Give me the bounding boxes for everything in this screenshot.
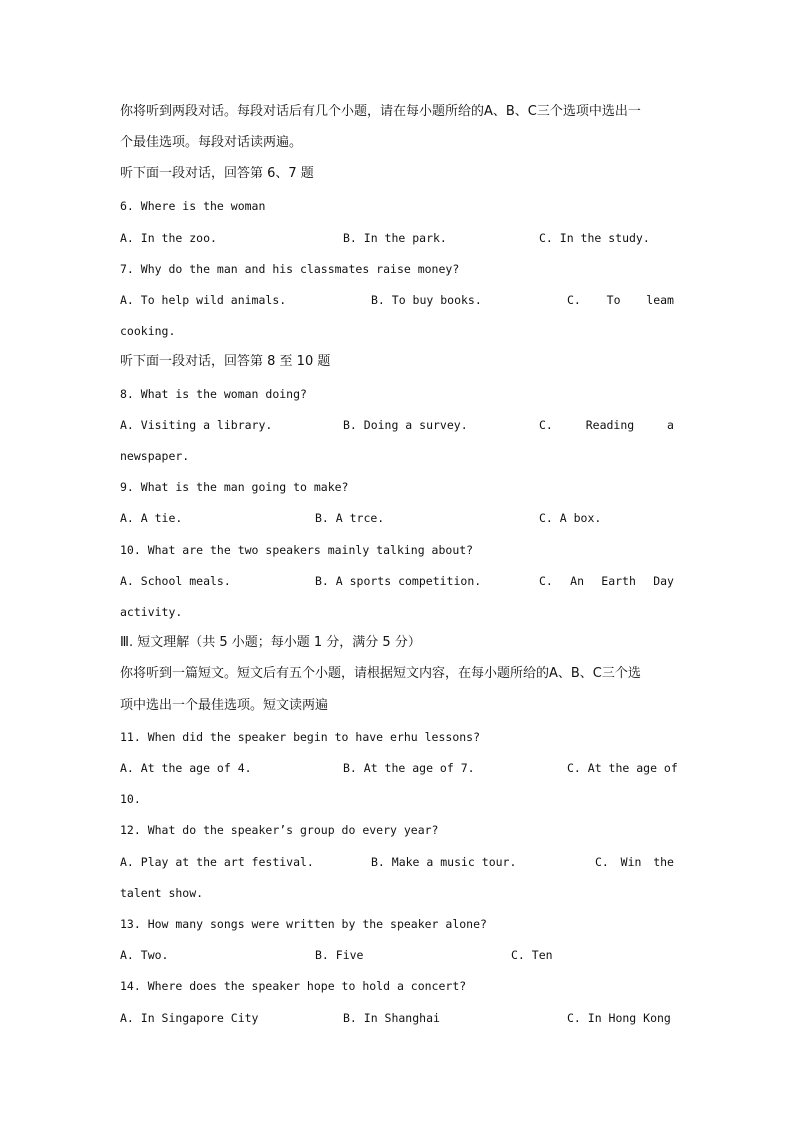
question-11: 11. When did the speaker begin to have erhu lessons?: [120, 730, 481, 744]
question-12-option-c-continued: talent show.: [120, 886, 204, 900]
option-b: B. At the age of 7.: [343, 761, 475, 775]
question-6: 6. Where is the woman: [120, 199, 266, 213]
option-a: A. Two.: [120, 948, 169, 962]
question-9: 9. What is the man going to make?: [120, 480, 349, 494]
option-b: B. To buy books.: [371, 293, 482, 307]
question-12: 12. What do the speaker’s group do every year?: [120, 823, 439, 837]
option-a: A. In Singapore City: [120, 1011, 259, 1025]
section-3-instruction-line-2: 项中选出一个最佳选项。短文读两遍: [120, 698, 329, 713]
instruction-line-2: 个最佳选项。每段对话读两遍。: [120, 135, 303, 150]
question-11-option-c-continued: 10.: [120, 792, 141, 806]
option-b: B. Make a music tour.: [371, 855, 517, 869]
section-3-instruction-line-1: 你将听到一篇短文。短文后有五个小题，请根据短文内容，在每小题所给的A、B、C三个选: [120, 666, 641, 681]
option-b: B. In the park.: [343, 231, 447, 245]
dialog-2-header: 听下面一段对话，回答第 8 至 10 题: [120, 354, 331, 369]
dialog-1-header: 听下面一段对话，回答第 6、7 题: [120, 166, 314, 181]
question-14: 14. Where does the speaker hope to hold a concert?: [120, 979, 467, 993]
option-a: A. Play at the art festival.: [120, 855, 314, 869]
option-b: B. In Shanghai: [343, 1011, 440, 1025]
option-a: A. To help wild animals.: [120, 293, 287, 307]
option-b: B. Doing a survey.: [343, 418, 468, 432]
option-a: A. A tie.: [120, 511, 183, 525]
question-13-options: [120, 945, 674, 965]
question-12-options: [120, 852, 674, 872]
question-8-option-c-continued: newspaper.: [120, 449, 190, 463]
question-13: 13. How many songs were written by the speaker alone?: [120, 917, 487, 931]
instruction-line-1: 你将听到两段对话。每段对话后有几个小题，请在每小题所给的A、B、C三个选项中选出一: [120, 104, 641, 119]
option-c: C. A box.: [539, 511, 602, 525]
question-10-option-c-continued: activity.: [120, 605, 183, 619]
option-c: C. Ten: [511, 948, 553, 962]
question-7-options: [120, 290, 674, 310]
question-10: 10. What are the two speakers mainly talking about?: [120, 543, 474, 557]
option-b: B. A sports competition.: [315, 574, 482, 588]
option-c: C. At the age of: [567, 761, 678, 775]
question-8-options: [120, 415, 674, 435]
option-a: A. In the zoo.: [120, 231, 217, 245]
question-14-options: [120, 1008, 674, 1028]
option-a: A. At the age of 4.: [120, 761, 252, 775]
question-6-options: [120, 228, 674, 248]
question-7: 7. Why do the man and his classmates raise money?: [120, 262, 460, 276]
section-3-title: Ⅲ. 短文理解（共 5 小题；每小题 1 分，满分 5 分）: [120, 635, 421, 650]
option-c: C. An Earth Day: [539, 574, 674, 588]
option-c: C. To leam: [567, 293, 674, 307]
option-b: B. A trce.: [315, 511, 385, 525]
option-c: C. Reading a: [539, 418, 674, 432]
option-c: C. Win the: [595, 855, 674, 869]
option-c: C. In Hong Kong: [567, 1011, 671, 1025]
option-b: B. Five: [315, 948, 364, 962]
option-a: A. School meals.: [120, 574, 231, 588]
question-7-option-c-continued: cooking.: [120, 324, 176, 338]
option-a: A. Visiting a library.: [120, 418, 273, 432]
question-11-options: [120, 758, 678, 778]
question-10-options: [120, 571, 674, 591]
question-8: 8. What is the woman doing?: [120, 387, 307, 401]
question-9-options: [120, 508, 674, 528]
option-c: C. In the study.: [539, 231, 650, 245]
